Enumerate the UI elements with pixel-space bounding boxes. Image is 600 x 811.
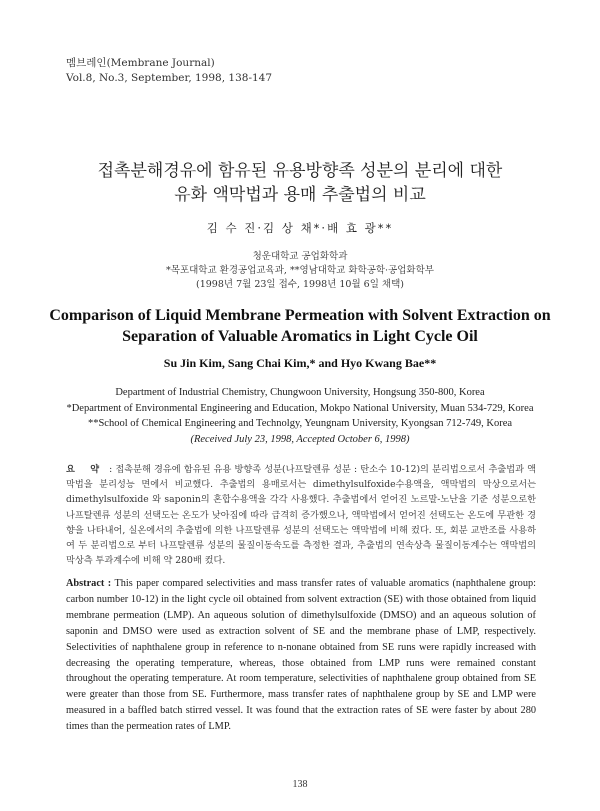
english-affiliation-2: *Department of Environmental Engineering and Education, Mokpo National University, Muan 534-729, Korea bbox=[66, 402, 534, 414]
journal-volume: Vol.8, No.3, September, 1998, 138-147 bbox=[66, 72, 273, 84]
english-abstract-text: This paper compared selectivities and mass transfer rates of valuable aromatics (naphthalene group: carbon number 10-12) in the light cycle oil obtained from solvent extraction (SE) with those obtained from liquid membrane permeation (LMP). An aqueous solution of dimethylsulfoxide (DMSO) and an aqueous solution of saponin and DMSO were used as extraction solvent of SE and the membrane phase of LMP, respectively. Selectivities of naphthalene group in reference to n-nonane obtained from SE runs were rapidly increased with decreasing the operating temperature, whereas, those obtained from LMP runs were remained constant throughout the operating temperature. At room temperature, selectivities of naphthalene group obtained from SE were greater than those from SE. Furthermore, mass transfer rates of naphthalene group by SE and LMP were measured in a baffled batch stirred vessel. It was found that the extraction rates of SE were faster by about 280 times than the permeation rates of LMP. bbox=[66, 578, 536, 733]
english-title bbox=[0, 305, 600, 347]
korean-affiliation-1: 청운대학교 공업화학과 bbox=[252, 251, 348, 262]
english-title-line-2: Separation of Valuable Aromatics in Light Cycle Oil bbox=[122, 328, 478, 345]
english-abstract-label: Abstract : bbox=[66, 578, 112, 589]
korean-affiliation-2: *목포대학교 환경공업교육과, **영남대학교 화학공학·공업화학부 bbox=[166, 265, 434, 276]
korean-abstract-text: : 접촉분해 경유에 함유된 유용 방향족 성분(나프탈렌류 성분 : 탄소수 10-12)의 분리법으로서 추출법과 액막법을 분리성능 면에서 비교했다. 추출법의 용매로서는 dimethylsulfoxide수용액을, 액막법의 막상으로서는 dimethylsulfoxide 와 saponin의 혼합수용액을 각각 사용했다. 추출법에서 얻어진 노르말-노난을 기준 성분으로한 나프탈렌류 성분의 선택도는 온도가 낮아짐에 따라 급격히 증가했으나, 액막법에서 얻어진 선택도는 온도에 무관한 경향을 나타내어, 실온에서의 추출법에 의한 나프탈렌류 성분의 선택도는 액막법에 비해 컸다. 또, 회분 교반조를 사용하여 두 분리법으로 부터 나프탈렌류 성분의 물질이동속도를 측정한 결과, 추출법의 연속상측 물질이동계수는 액막법의 막상측 투과계수에 비해 약 280배 컸다. bbox=[66, 464, 536, 567]
korean-authors: 김 수 진·김 상 채*·배 효 광** bbox=[206, 221, 394, 235]
korean-abstract bbox=[66, 462, 536, 568]
english-received-date: (Received July 23, 1998, Accepted October 6, 1998) bbox=[190, 433, 410, 445]
journal-header bbox=[66, 56, 272, 86]
korean-title-line-2: 유화 액막법과 용매 추출법의 비교 bbox=[174, 185, 426, 205]
english-title-line-1: Comparison of Liquid Membrane Permeation with Solvent Extraction on bbox=[49, 307, 551, 324]
korean-title bbox=[0, 159, 600, 207]
korean-received-date: (1998년 7월 23일 접수, 1998년 10월 6일 채택) bbox=[196, 279, 404, 290]
english-abstract bbox=[66, 576, 536, 735]
english-affiliations bbox=[0, 385, 600, 447]
korean-abstract-label: 요 약 bbox=[66, 464, 106, 475]
english-affiliation-1: Department of Industrial Chemistry, Chungwoon University, Hongsung 350-800, Korea bbox=[115, 387, 485, 398]
english-authors: Su Jin Kim, Sang Chai Kim,* and Hyo Kwang Bae** bbox=[163, 356, 437, 370]
english-affiliation-3: **School of Chemical Engineering and Technolgy, Yeungnam University, Kyongsan 712-749, Korea bbox=[87, 418, 513, 430]
korean-affiliations bbox=[0, 250, 600, 292]
korean-title-line-1: 접촉분해경유에 함유된 유용방향족 성분의 분리에 대한 bbox=[97, 161, 503, 181]
page-number: 138 bbox=[292, 779, 308, 790]
journal-name: 멤브레인(Membrane Journal) bbox=[66, 57, 215, 69]
